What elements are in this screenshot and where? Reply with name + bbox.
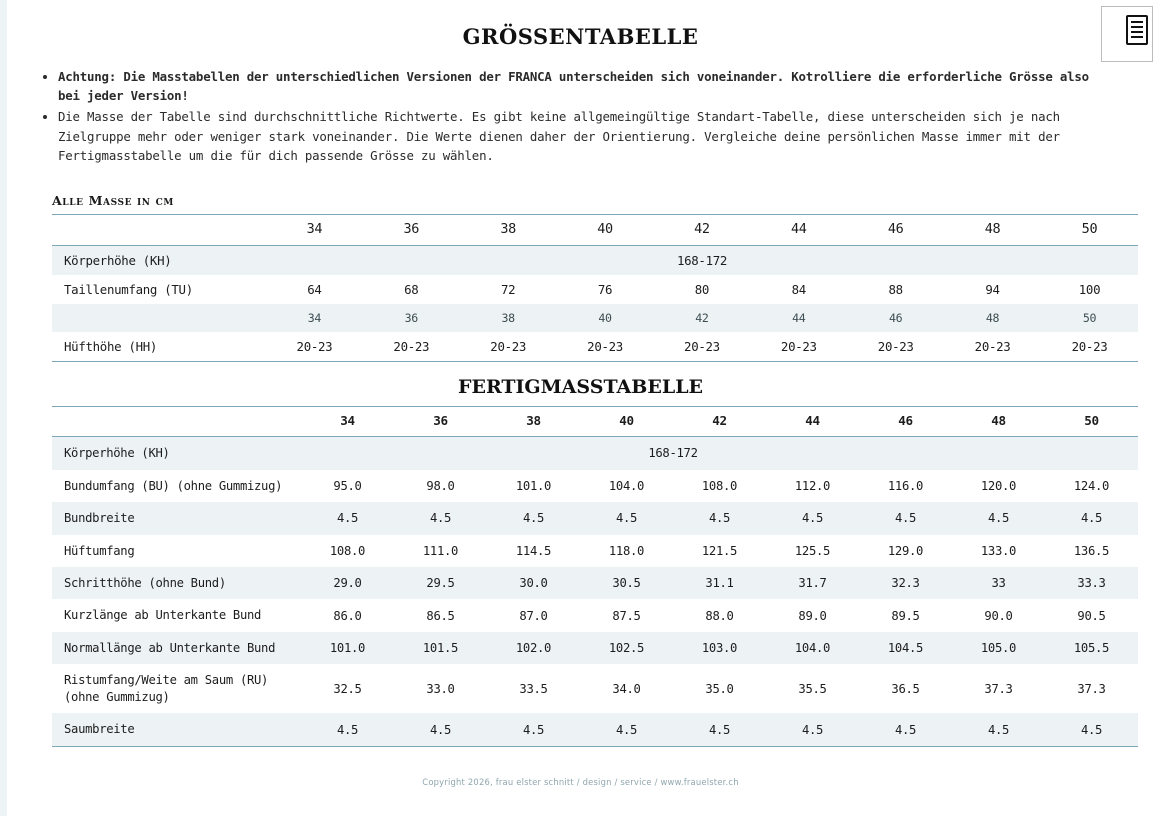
cell: 98.0 (426, 478, 455, 493)
cell: 35.0 (705, 681, 734, 696)
cell: 20-23 (780, 339, 817, 355)
cell: 33.5 (519, 681, 548, 696)
cell: 4.5 (1045, 713, 1138, 746)
size-header: 40 (597, 221, 613, 238)
cell: 33 (952, 567, 1045, 599)
size-header: 42 (694, 221, 710, 238)
cell: 108.0 (701, 478, 738, 493)
cell: 48 (944, 304, 1041, 332)
header-empty-cell (52, 215, 266, 246)
size-header: 44 (805, 413, 820, 429)
cell: 133.0 (980, 543, 1017, 558)
cell: 4.5 (859, 713, 952, 746)
table-row (52, 567, 1138, 599)
cell: 30.0 (487, 567, 580, 599)
cell: 20-23 (1071, 339, 1108, 355)
table-row (52, 713, 1138, 746)
row-span-value: 168-172 (266, 246, 1138, 276)
cell: 121.5 (701, 543, 738, 558)
row-label: Ristumfang/Weite am Saum (RU) (ohne Gummizug) (64, 673, 269, 704)
cell: 33.0 (426, 681, 455, 696)
cell: 104.0 (766, 632, 859, 664)
table-row (52, 535, 1138, 567)
size-header: 46 (898, 413, 913, 429)
table-row (52, 470, 1138, 502)
cell: 64 (307, 282, 322, 298)
row-span-filler (1045, 437, 1138, 470)
cell: 90.5 (1077, 608, 1106, 623)
size-header: 34 (306, 221, 323, 238)
fitted-table-title: FERTIGMASSTABELLE (457, 376, 704, 399)
cell: 30.5 (580, 567, 673, 599)
table-row (52, 437, 1138, 470)
table-header-row (52, 407, 1138, 437)
cell: 108.0 (329, 543, 366, 558)
table-row (52, 664, 1138, 713)
cell: 31.1 (673, 567, 766, 599)
cell: 34 (266, 304, 363, 332)
size-header: 46 (887, 221, 904, 238)
row-label: Hüfthöhe (HH) (64, 339, 158, 355)
cell: 125.5 (794, 543, 831, 558)
cell: 136.5 (1073, 543, 1110, 558)
table-header-row (52, 215, 1138, 246)
cell: 87.0 (519, 608, 548, 623)
cell: 20-23 (684, 339, 720, 355)
table-row (52, 632, 1138, 664)
cell: 76 (597, 282, 613, 298)
cell: 46 (847, 304, 944, 332)
cell: 94 (985, 282, 1000, 298)
cell: 95.0 (333, 478, 362, 493)
table-row (52, 246, 1138, 276)
document-icon (1126, 15, 1148, 45)
cell: 105.0 (952, 632, 1045, 664)
cell: 32.5 (333, 681, 362, 696)
size-table (52, 214, 1138, 362)
row-label: Schritthöhe (ohne Bund) (52, 567, 301, 599)
cell: 72 (501, 282, 516, 298)
cell: 37.3 (1077, 681, 1106, 696)
cell: 4.5 (487, 502, 580, 534)
cell: 4.5 (952, 502, 1045, 534)
row-label: Saumbreite (52, 713, 301, 746)
size-header: 44 (790, 221, 807, 238)
size-header: 36 (403, 221, 420, 238)
cell: 34.0 (612, 681, 641, 696)
cell: 33.3 (1045, 567, 1138, 599)
cell: 29.5 (394, 567, 487, 599)
cell: 4.5 (580, 713, 673, 746)
cell: 88.0 (705, 608, 734, 623)
cell: 86.0 (333, 608, 362, 623)
cell: 84 (791, 282, 806, 298)
cell: 124.0 (1073, 478, 1110, 493)
note-item: • Achtung: Die Masstabellen der unterschiedlichen Versionen der FRANCA unterscheiden sich voneinander. Kotrolliere die erforderliche Grösse also bei jeder Version! (58, 67, 1109, 105)
cell: 90.0 (984, 608, 1013, 623)
cell: 40 (557, 304, 654, 332)
cell: 36.5 (891, 681, 920, 696)
table-row (52, 599, 1138, 631)
fitted-measurements-table (52, 406, 1138, 747)
row-label: Kurzlänge ab Unterkante Bund (64, 608, 262, 623)
size-header: 48 (991, 413, 1006, 429)
row-label (52, 304, 266, 332)
cell: 105.5 (1045, 632, 1138, 664)
size-header: 50 (1081, 221, 1098, 238)
cell: 4.5 (766, 502, 859, 534)
size-header: 50 (1084, 413, 1099, 429)
row-span-value: 168-172 (301, 437, 1045, 470)
cell: 89.0 (798, 608, 827, 623)
cell: 80 (694, 282, 710, 298)
notes-list (58, 67, 1109, 165)
note-item: • Die Masse der Tabelle sind durchschnittliche Richtwerte. Es gibt keine allgemeingültige Standart-Tabelle, diese unterscheiden sich je nach Zielgruppe mehr oder weniger stark voneinander. Die Werte dienen daher der Orientierung. Vergleiche deine persönlichen Masse immer mit der Fertigmasstabelle um die für dich passende Grösse zu wählen. (58, 107, 1109, 165)
cell: 87.5 (612, 608, 641, 623)
cell: 4.5 (301, 713, 394, 746)
cell: 111.0 (422, 543, 459, 558)
cell: 104.0 (608, 478, 645, 493)
cell: 102.5 (580, 632, 673, 664)
cell: 4.5 (301, 502, 394, 534)
cell: 42 (654, 304, 751, 332)
table-row (52, 275, 1138, 304)
cell: 112.0 (794, 478, 831, 493)
cell: 38 (460, 304, 557, 332)
cell: 32.3 (859, 567, 952, 599)
cell: 50 (1041, 304, 1138, 332)
left-accent-bar (0, 0, 7, 816)
cell: 20-23 (393, 339, 430, 355)
cell: 4.5 (673, 713, 766, 746)
cell: 89.5 (891, 608, 920, 623)
cell: 114.5 (515, 543, 552, 558)
row-label: Normallänge ab Unterkante Bund (52, 632, 301, 664)
cell: 101.5 (394, 632, 487, 664)
cell: 37.3 (984, 681, 1013, 696)
cell: 4.5 (394, 502, 487, 534)
cell: 120.0 (980, 478, 1017, 493)
cell: 29.0 (301, 567, 394, 599)
cell: 86.5 (426, 608, 455, 623)
row-label: Bundbreite (52, 502, 301, 534)
cell: 31.7 (766, 567, 859, 599)
cell: 103.0 (673, 632, 766, 664)
row-label: Hüftumfang (64, 543, 135, 558)
cell: 4.5 (766, 713, 859, 746)
cell: 4.5 (952, 713, 1045, 746)
cell: 4.5 (580, 502, 673, 534)
row-label: Bundumfang (BU) (ohne Gummizug) (64, 478, 283, 493)
cell: 35.5 (798, 681, 827, 696)
size-header: 42 (712, 413, 727, 429)
row-label: Körperhöhe (KH) (52, 246, 266, 276)
header-empty-cell (52, 407, 301, 437)
cell: 20-23 (877, 339, 914, 355)
table-row (52, 502, 1138, 534)
cell: 101.0 (515, 478, 552, 493)
size-header: 40 (619, 413, 634, 429)
cell: 129.0 (887, 543, 924, 558)
size-header: 38 (526, 413, 541, 429)
cell: 88 (888, 282, 903, 298)
cell: 20-23 (296, 339, 333, 355)
cell: 4.5 (673, 502, 766, 534)
row-label: Körperhöhe (KH) (52, 437, 301, 470)
cell: 118.0 (608, 543, 645, 558)
cell: 100 (1078, 282, 1101, 298)
cell: 20-23 (587, 339, 623, 355)
units-label: Alle Masse in cm (52, 193, 174, 209)
page-title: GRÖSSENTABELLE (462, 24, 699, 49)
size-header: 38 (500, 221, 517, 238)
cell: 68 (404, 282, 419, 298)
cell: 102.0 (487, 632, 580, 664)
document-icon-box[interactable] (1101, 6, 1153, 62)
cell: 4.5 (394, 713, 487, 746)
size-header: 34 (340, 413, 355, 429)
size-header: 36 (433, 413, 448, 429)
cell: 36 (363, 304, 460, 332)
row-label: Taillenumfang (TU) (64, 282, 193, 298)
table-row (52, 332, 1138, 362)
cell: 4.5 (487, 713, 580, 746)
table-subheader-row (52, 304, 1138, 332)
cell: 44 (750, 304, 847, 332)
cell: 20-23 (974, 339, 1011, 355)
cell: 4.5 (1045, 502, 1138, 534)
cell: 104.5 (859, 632, 952, 664)
size-header: 48 (984, 221, 1001, 238)
cell: 20-23 (490, 339, 527, 355)
cell: 116.0 (887, 478, 924, 493)
cell: 101.0 (301, 632, 394, 664)
cell: 4.5 (859, 502, 952, 534)
footer-copyright: Copyright 2026, frau elster schnitt / design / service / www.frauelster.ch (422, 776, 739, 787)
